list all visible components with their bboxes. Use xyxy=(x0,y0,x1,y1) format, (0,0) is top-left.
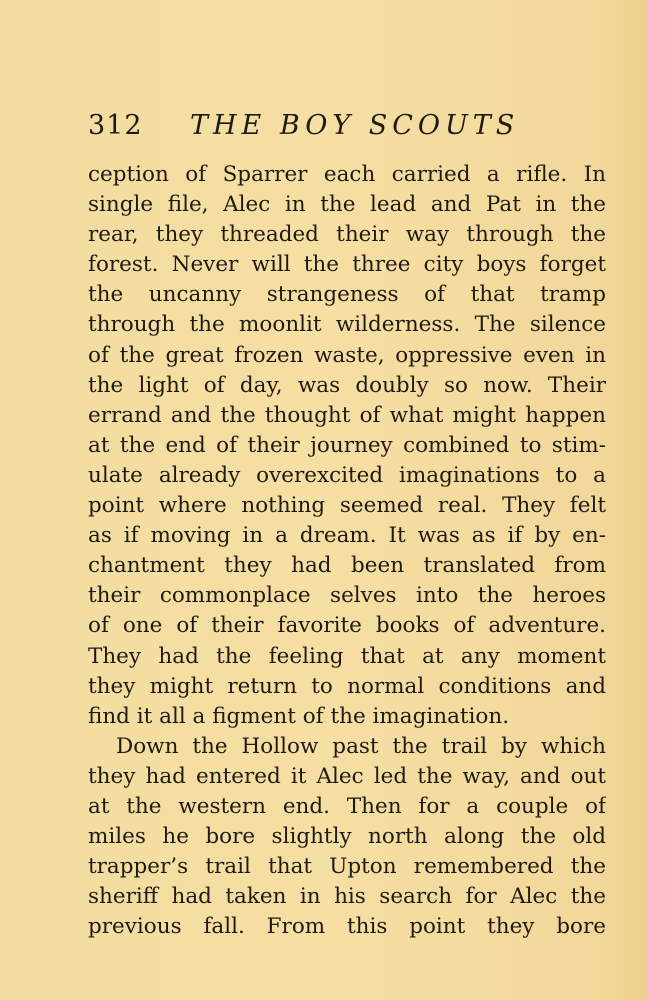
text-line: through the moonlit wilderness. The silence xyxy=(88,312,606,338)
text-line: They had the feeling that at any moment xyxy=(88,643,606,669)
text-line: single file, Alec in the lead and Pat in the xyxy=(88,192,606,218)
text-line: miles he bore slightly north along the old xyxy=(88,824,606,850)
text-line: errand and the thought of what might happen xyxy=(88,402,606,428)
text-line: they had entered it Alec led the way, and out xyxy=(88,763,606,789)
text-line: at the western end. Then for a couple of xyxy=(88,793,606,819)
text-line: trapper’s trail that Upton remembered the xyxy=(88,854,606,880)
text-line: ception of Sparrer each carried a rifle. In xyxy=(88,162,606,187)
text-line: as if moving in a dream. It was as if by en- xyxy=(88,523,606,549)
page-number: 312 xyxy=(88,110,143,141)
text-line: the light of day, was doubly so now. Their xyxy=(88,372,606,398)
text-line: rear, they threaded their way through the xyxy=(88,222,606,248)
text-line: forest. Never will the three city boys forget xyxy=(88,252,606,278)
text-line: of the great frozen waste, oppressive even in xyxy=(88,342,606,368)
text-line: point where nothing seemed real. They felt xyxy=(88,493,606,519)
text-line: Down the Hollow past the trail by which xyxy=(116,733,606,759)
text-line: they might return to normal conditions and xyxy=(88,673,606,699)
body-text xyxy=(88,160,606,942)
text-line: previous fall. From this point they bore xyxy=(88,914,606,940)
page-header xyxy=(88,110,518,148)
text-line: sheriff had taken in his search for Alec the xyxy=(88,884,606,910)
text-line: the uncanny strangeness of that tramp xyxy=(88,282,606,308)
text-line: of one of their favorite books of adventure. xyxy=(88,613,606,639)
text-line: find it all a figment of the imagination. xyxy=(88,703,510,729)
text-line: at the end of their journey combined to stim- xyxy=(88,432,606,458)
text-line: ulate already overexcited imaginations to a xyxy=(88,462,606,488)
text-line: their commonplace selves into the heroes xyxy=(88,583,606,609)
text-line: chantment they had been translated from xyxy=(88,553,606,579)
running-title: THE BOY SCOUTS xyxy=(190,110,520,141)
